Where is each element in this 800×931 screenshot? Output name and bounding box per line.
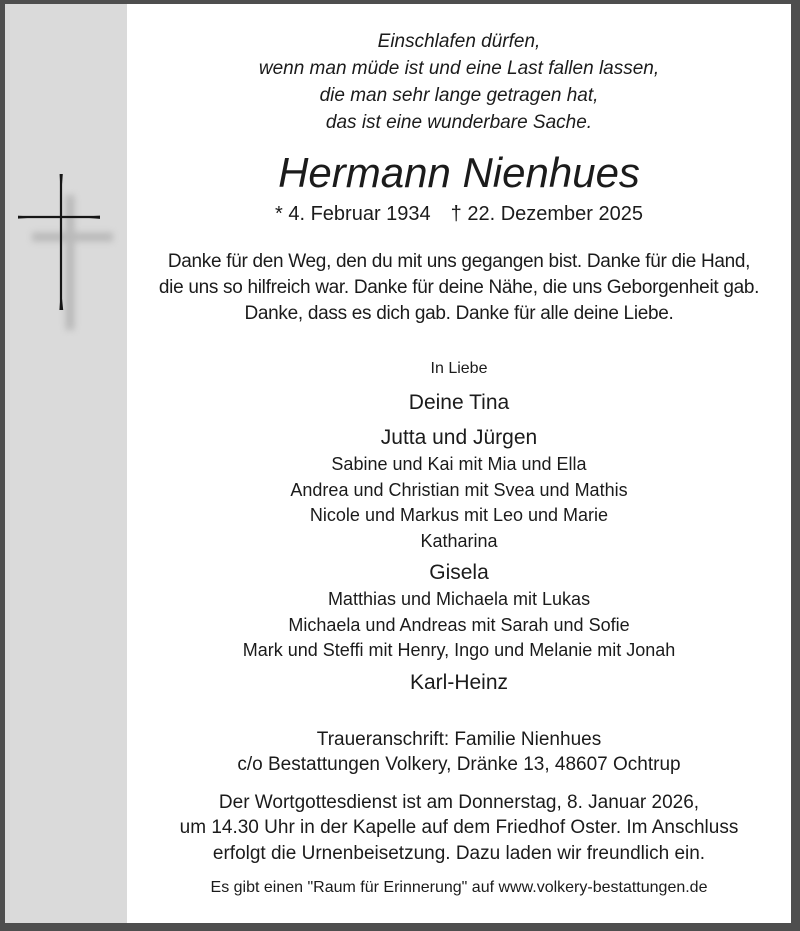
thanks-line: Danke für den Weg, den du mit uns gegangen bist. Danke für die Hand, bbox=[167, 251, 751, 272]
mourner-group-jutta bbox=[127, 452, 791, 554]
notice-body bbox=[127, 4, 791, 923]
deceased-name: Hermann Nienhues bbox=[278, 149, 640, 196]
mourner-group-gisela bbox=[127, 587, 791, 664]
quote-line: die man sehr lange getragen hat, bbox=[319, 85, 599, 106]
mourner-head-tina: Deine Tina bbox=[408, 391, 510, 414]
address-line: c/o Bestattungen Volkery, Dränke 13, 48607 Ochtrup bbox=[237, 754, 681, 775]
opening-quote bbox=[127, 28, 791, 136]
thanks-paragraph bbox=[127, 249, 791, 327]
address-block bbox=[127, 727, 791, 778]
address-line: Traueranschrift: Familie Nienhues bbox=[316, 728, 602, 750]
mourner-line: Katharina bbox=[420, 530, 498, 551]
mourner-line: Matthias und Michaela mit Lukas bbox=[327, 589, 591, 609]
service-line: erfolgt die Urnenbeisetzung. Dazu laden wir freundlich ein. bbox=[212, 842, 706, 864]
mourner-head-gisela: Gisela bbox=[429, 561, 489, 584]
service-line: um 14.30 Uhr in der Kapelle auf dem Friedhof Oster. Im Anschluss bbox=[179, 817, 739, 838]
quote-line: das ist eine wunderbare Sache. bbox=[325, 112, 593, 133]
mourner-line: Andrea und Christian mit Svea und Mathis bbox=[290, 479, 628, 500]
footer-note: Es gibt einen "Raum für Erinnerung" auf www.volkery-bestattungen.de bbox=[210, 879, 708, 896]
cross-icon bbox=[5, 164, 127, 354]
mourner-line: Nicole und Markus mit Leo und Marie bbox=[309, 505, 609, 525]
salutation: In Liebe bbox=[430, 360, 488, 377]
quote-line: Einschlafen dürfen, bbox=[377, 31, 541, 52]
service-info bbox=[127, 790, 791, 867]
life-dates: * 4. Februar 1934 † 22. Dezember 2025 bbox=[275, 203, 643, 225]
mourner-head-jutta: Jutta und Jürgen bbox=[380, 426, 538, 449]
thanks-line: die uns so hilfreich war. Danke für deine Nähe, die uns Geborgenheit gab. bbox=[158, 277, 760, 298]
mourner-line: Michaela und Andreas mit Sarah und Sofie bbox=[288, 614, 630, 635]
thanks-line: Danke, dass es dich gab. Danke für alle deine Liebe. bbox=[244, 303, 674, 324]
mourner-line: Mark und Steffi mit Henry, Ingo und Melanie mit Jonah bbox=[242, 640, 676, 660]
service-line: Der Wortgottesdienst ist am Donnerstag, 8. Januar 2026, bbox=[218, 791, 700, 813]
sidebar-strip bbox=[5, 4, 127, 923]
quote-line: wenn man müde ist und eine Last fallen lassen, bbox=[258, 58, 660, 79]
mourner-line: Sabine und Kai mit Mia und Ella bbox=[331, 454, 587, 474]
mourner-head-karl-heinz: Karl-Heinz bbox=[409, 670, 509, 694]
